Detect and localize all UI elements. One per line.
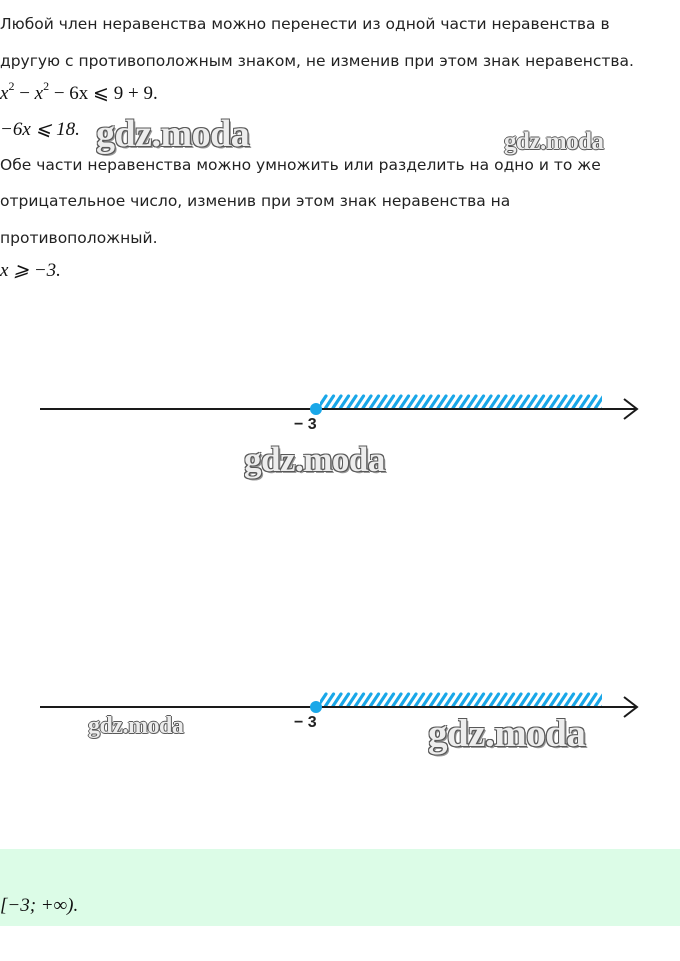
watermark-logo: gdz.moda — [428, 712, 586, 755]
number-line-1-shading — [318, 396, 611, 408]
number-line-2-point — [310, 701, 322, 713]
math-step-2: −6x ⩽ 18. — [0, 119, 80, 140]
answer-box — [0, 849, 680, 926]
hatch-stroke — [603, 396, 611, 408]
rule-divide-line-2: отрицательное число, изменив при этом знак неравенства на — [0, 192, 511, 210]
math-step-1-exp1: 2 — [8, 79, 15, 93]
watermark-logo: gdz.moda — [96, 113, 250, 155]
math-step-1-x2: x — [34, 83, 44, 104]
math-step-1-op: − — [14, 83, 35, 104]
rule-transfer-line-2: другую с противоположным знаком, не изменив при этом знак неравенства. — [0, 52, 634, 70]
math-step-1-rest: − 6x ⩽ 9 + 9. — [49, 83, 158, 104]
rule-divide-line-3: противоположный. — [0, 229, 158, 247]
watermark-logo: gdz.moda — [244, 440, 385, 479]
math-step-1 — [0, 79, 158, 104]
number-line-2-shading — [318, 694, 611, 706]
math-step-1-x1: x — [0, 83, 9, 104]
math-step-1-exp2: 2 — [43, 79, 50, 93]
number-line-1 — [0, 380, 680, 440]
number-line-1-point-label: − 3 — [294, 416, 317, 433]
answer-text: [−3; +∞). — [0, 895, 79, 916]
rule-transfer-line-1: Любой член неравенства можно перенести из одной части неравенства в — [0, 15, 610, 33]
watermark-logo: gdz.moda — [88, 713, 184, 739]
math-step-3: x ⩾ −3. — [0, 260, 61, 281]
number-line-2-point-label: − 3 — [294, 714, 317, 731]
hatch-stroke — [603, 694, 611, 706]
number-line-1-point — [310, 403, 322, 415]
watermark-logo: gdz.moda — [504, 128, 604, 155]
rule-divide-line-1: Обе части неравенства можно умножить или разделить на одно и то же — [0, 156, 601, 174]
